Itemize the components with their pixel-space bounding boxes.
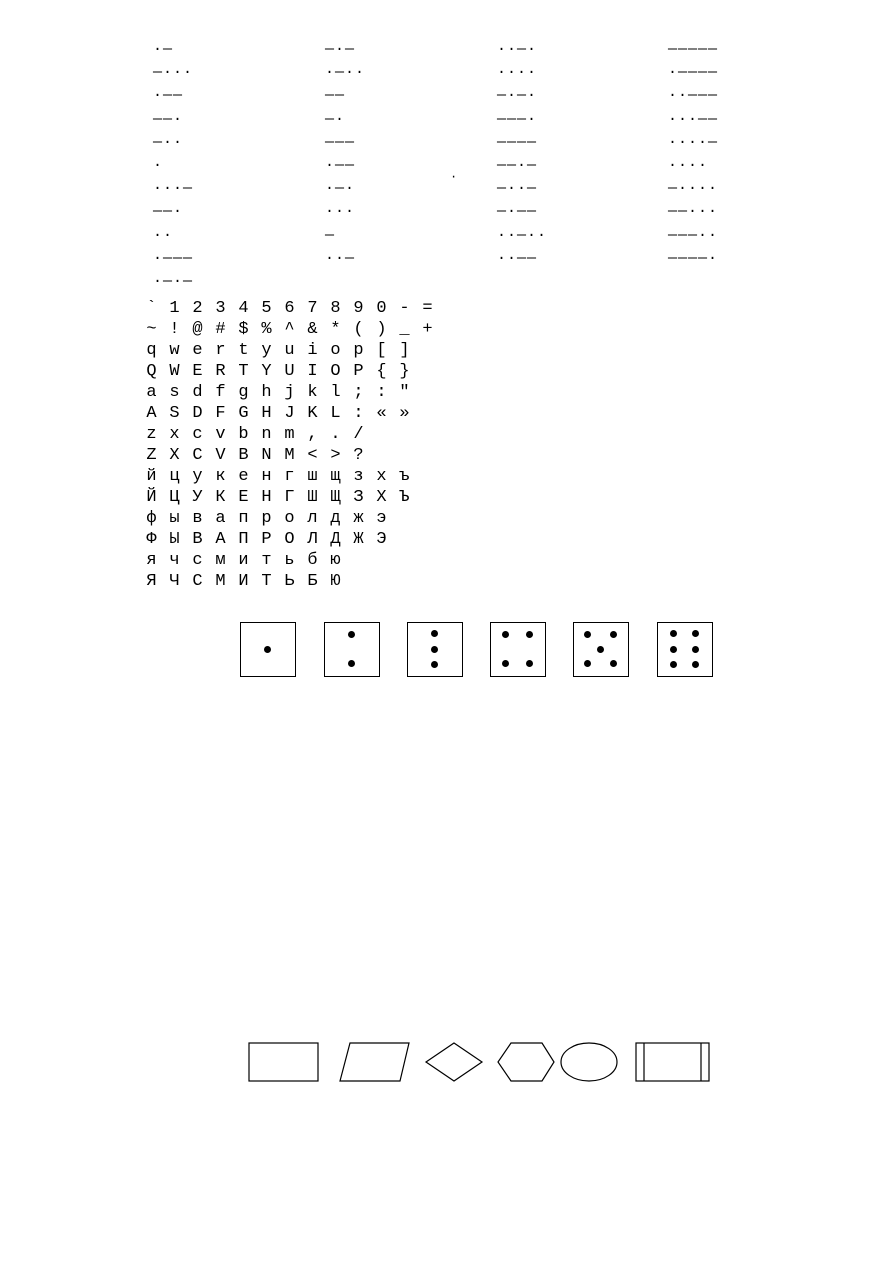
keyboard-character: i	[307, 341, 318, 360]
keyboard-character: д	[330, 509, 341, 528]
keyboard-character: Ы	[169, 530, 180, 549]
keyboard-character: К	[215, 488, 226, 507]
keyboard-character: r	[215, 341, 226, 360]
keyboard-character: 1	[169, 299, 180, 318]
morse-code-col4-6: ····	[668, 156, 709, 174]
keyboard-character: B	[238, 446, 249, 465]
keyboard-character: j	[284, 383, 295, 402]
keyboard-character: В	[192, 530, 203, 549]
keyboard-character: t	[238, 341, 249, 360]
keyboard-character: н	[261, 467, 272, 486]
keyboard-character: Ч	[169, 572, 180, 591]
morse-code-col3-7: —··—	[497, 180, 538, 198]
morse-code-col1-8: ——·	[153, 203, 184, 221]
keyboard-character: М	[215, 572, 226, 591]
morse-code-col2-5: ———	[325, 133, 356, 151]
keyboard-character: q	[146, 341, 157, 360]
morse-code-col3-2: ····	[497, 64, 538, 82]
keyboard-character: Ж	[353, 530, 364, 549]
keyboard-character: g	[238, 383, 249, 402]
keyboard-character: <	[307, 446, 318, 465]
keyboard-character: З	[353, 488, 364, 507]
keyboard-character: W	[169, 362, 180, 381]
keyboard-character: ц	[169, 467, 180, 486]
morse-code-col1-4: ——·	[153, 110, 184, 128]
keyboard-character: x	[169, 425, 180, 444]
morse-code-col4-10: ————·	[668, 249, 719, 267]
keyboard-character: &	[307, 320, 318, 339]
keyboard-character: а	[215, 509, 226, 528]
morse-code-col1-3: ·——	[153, 87, 184, 105]
keyboard-character: А	[215, 530, 226, 549]
keyboard-character: R	[215, 362, 226, 381]
keyboard-character: с	[192, 551, 203, 570]
keyboard-character: !	[169, 320, 180, 339]
keyboard-character: c	[192, 425, 203, 444]
keyboard-character: 3	[215, 299, 226, 318]
morse-code-col2-4: —·	[325, 110, 346, 128]
keyboard-character: )	[376, 320, 387, 339]
keyboard-character: Ь	[284, 572, 295, 591]
terminator-ellipse-shape	[561, 1043, 617, 1081]
keyboard-character: v	[215, 425, 226, 444]
morse-code-col4-9: ———··	[668, 226, 719, 244]
keyboard-character: L	[330, 404, 341, 423]
keyboard-character: e	[192, 341, 203, 360]
keyboard-character: s	[169, 383, 180, 402]
keyboard-character: P	[353, 362, 364, 381]
keyboard-character: ,	[307, 425, 318, 444]
morse-code-col4-7: —····	[668, 180, 719, 198]
keyboard-character: S	[169, 404, 180, 423]
keyboard-character: "	[399, 383, 410, 402]
morse-code-col1-1: ·—	[153, 41, 174, 58]
keyboard-character: D	[192, 404, 203, 423]
morse-code-col3-5: ————	[497, 133, 538, 151]
keyboard-character: и	[238, 551, 249, 570]
morse-code-col2-7: ·—·	[325, 180, 356, 198]
keyboard-character: м	[215, 551, 226, 570]
keyboard-character: :	[376, 383, 387, 402]
keyboard-character: >	[330, 446, 341, 465]
morse-code-col3-4: ———·	[497, 110, 538, 128]
morse-code-col3-10: ··——	[497, 249, 538, 267]
morse-code-col2-9: —	[325, 226, 336, 244]
stray-dot: ·	[450, 170, 458, 184]
keyboard-character: `	[146, 299, 157, 318]
keyboard-character: $	[238, 320, 249, 339]
keyboard-character: X	[169, 446, 180, 465]
morse-code-col1-9: ··	[153, 226, 174, 244]
keyboard-character: m	[284, 425, 295, 444]
keyboard-character: »	[399, 404, 410, 423]
keyboard-character: C	[192, 446, 203, 465]
keyboard-character: K	[307, 404, 318, 423]
keyboard-character: р	[261, 509, 272, 528]
keyboard-character: 5	[261, 299, 272, 318]
keyboard-character: Г	[284, 488, 295, 507]
morse-code-col4-4: ···——	[668, 110, 719, 128]
keyboard-character: ш	[307, 467, 318, 486]
keyboard-character: Ю	[330, 572, 341, 591]
keyboard-character: ь	[284, 551, 295, 570]
keyboard-character: A	[146, 404, 157, 423]
morse-code-col4-3: ··———	[668, 87, 719, 105]
keyboard-character: Б	[307, 572, 318, 591]
morse-code-col3-8: —·——	[497, 203, 538, 221]
keyboard-character: п	[238, 509, 249, 528]
morse-code-col3-6: ——·—	[497, 156, 538, 174]
keyboard-character: ч	[169, 551, 180, 570]
morse-code-col3-1: ··—·	[497, 41, 538, 58]
morse-code-col4-2: ·————	[668, 64, 719, 82]
keyboard-character: [	[376, 341, 387, 360]
keyboard-character: Ф	[146, 530, 157, 549]
morse-code-col2-6: ·——	[325, 156, 356, 174]
keyboard-character: J	[284, 404, 295, 423]
keyboard-character: Т	[261, 572, 272, 591]
keyboard-character: G	[238, 404, 249, 423]
keyboard-character: U	[284, 362, 295, 381]
morse-code-col1-6: ·	[153, 156, 164, 174]
keyboard-character: ?	[353, 446, 364, 465]
keyboard-character: У	[192, 488, 203, 507]
keyboard-character: Ц	[169, 488, 180, 507]
keyboard-character: (	[353, 320, 364, 339]
keyboard-character: z	[146, 425, 157, 444]
keyboard-character: /	[353, 425, 364, 444]
keyboard-character: p	[353, 341, 364, 360]
predefined-process-shape	[636, 1043, 709, 1081]
keyboard-character: k	[307, 383, 318, 402]
keyboard-character: ю	[330, 551, 341, 570]
keyboard-character: Д	[330, 530, 341, 549]
morse-code-col4-5: ····—	[668, 133, 719, 151]
morse-code-col1-2: —···	[153, 64, 194, 82]
keyboard-character: w	[169, 341, 180, 360]
keyboard-character: 7	[307, 299, 318, 318]
keyboard-character: T	[238, 362, 249, 381]
keyboard-character: 0	[376, 299, 387, 318]
keyboard-character: n	[261, 425, 272, 444]
morse-code-col4-8: ——···	[668, 203, 719, 221]
keyboard-character: Q	[146, 362, 157, 381]
keyboard-character: 8	[330, 299, 341, 318]
preparation-hexagon-shape	[498, 1043, 554, 1081]
keyboard-character: Л	[307, 530, 318, 549]
keyboard-character: y	[261, 341, 272, 360]
keyboard-character: Э	[376, 530, 387, 549]
keyboard-character: л	[307, 509, 318, 528]
keyboard-character: в	[192, 509, 203, 528]
keyboard-character: :	[353, 404, 364, 423]
morse-code-col1-11: ·—·—	[153, 272, 194, 290]
keyboard-character: з	[353, 467, 364, 486]
morse-code-col1-10: ·———	[153, 249, 194, 267]
keyboard-character: Z	[146, 446, 157, 465]
keyboard-character: ^	[284, 320, 295, 339]
keyboard-character: ]	[399, 341, 410, 360]
keyboard-character: u	[284, 341, 295, 360]
keyboard-character: Е	[238, 488, 249, 507]
keyboard-character: Й	[146, 488, 157, 507]
keyboard-character: И	[238, 572, 249, 591]
keyboard-character: @	[192, 320, 203, 339]
keyboard-character: *	[330, 320, 341, 339]
keyboard-character: э	[376, 509, 387, 528]
keyboard-character: у	[192, 467, 203, 486]
morse-code-col2-1: —·—	[325, 41, 356, 58]
keyboard-character: f	[215, 383, 226, 402]
keyboard-character: Y	[261, 362, 272, 381]
keyboard-character: б	[307, 551, 318, 570]
keyboard-character: й	[146, 467, 157, 486]
morse-code-col4-1: —————	[668, 41, 719, 58]
keyboard-character: %	[261, 320, 272, 339]
morse-code-col2-8: ···	[325, 203, 356, 221]
keyboard-character: ф	[146, 509, 157, 528]
keyboard-character: V	[215, 446, 226, 465]
keyboard-character: .	[330, 425, 341, 444]
keyboard-character: #	[215, 320, 226, 339]
keyboard-character: b	[238, 425, 249, 444]
morse-code-col2-3: ——	[325, 87, 346, 105]
morse-code-col2-2: ·—··	[325, 64, 366, 82]
keyboard-character: Ъ	[399, 488, 410, 507]
keyboard-character: {	[376, 362, 387, 381]
keyboard-character: ж	[353, 509, 364, 528]
keyboard-character: Н	[261, 488, 272, 507]
morse-code-col2-10: ··—	[325, 249, 356, 267]
keyboard-character: ~	[146, 320, 157, 339]
keyboard-character: H	[261, 404, 272, 423]
keyboard-character: M	[284, 446, 295, 465]
keyboard-character: Я	[146, 572, 157, 591]
keyboard-character: о	[284, 509, 295, 528]
keyboard-character: С	[192, 572, 203, 591]
keyboard-character: П	[238, 530, 249, 549]
keyboard-character: _	[399, 320, 410, 339]
keyboard-character: -	[399, 299, 410, 318]
decision-diamond-shape	[426, 1043, 482, 1081]
keyboard-character: е	[238, 467, 249, 486]
keyboard-character: E	[192, 362, 203, 381]
keyboard-character: Щ	[330, 488, 341, 507]
keyboard-character: F	[215, 404, 226, 423]
morse-code-col1-7: ···—	[153, 180, 194, 198]
keyboard-character: х	[376, 467, 387, 486]
keyboard-character: к	[215, 467, 226, 486]
keyboard-character: O	[330, 362, 341, 381]
keyboard-character: Х	[376, 488, 387, 507]
io-parallelogram-shape	[340, 1043, 409, 1081]
keyboard-character: d	[192, 383, 203, 402]
keyboard-character: =	[422, 299, 433, 318]
keyboard-character: 2	[192, 299, 203, 318]
keyboard-character: Р	[261, 530, 272, 549]
keyboard-character: «	[376, 404, 387, 423]
keyboard-character: l	[330, 383, 341, 402]
keyboard-character: т	[261, 551, 272, 570]
keyboard-character: О	[284, 530, 295, 549]
keyboard-character: o	[330, 341, 341, 360]
keyboard-character: г	[284, 467, 295, 486]
process-rectangle-shape	[249, 1043, 318, 1081]
keyboard-character: ;	[353, 383, 364, 402]
keyboard-character: я	[146, 551, 157, 570]
keyboard-character: 6	[284, 299, 295, 318]
morse-code-col3-9: ··—··	[497, 226, 548, 244]
morse-code-col3-3: —·—·	[497, 87, 538, 105]
keyboard-character: ы	[169, 509, 180, 528]
keyboard-character: ъ	[399, 467, 410, 486]
keyboard-character: 4	[238, 299, 249, 318]
keyboard-character: Ш	[307, 488, 318, 507]
keyboard-character: щ	[330, 467, 341, 486]
keyboard-character: h	[261, 383, 272, 402]
keyboard-character: N	[261, 446, 272, 465]
keyboard-character: }	[399, 362, 410, 381]
keyboard-character: 9	[353, 299, 364, 318]
keyboard-character: I	[307, 362, 318, 381]
keyboard-character: a	[146, 383, 157, 402]
keyboard-character: +	[422, 320, 433, 339]
morse-code-col1-5: —··	[153, 133, 184, 151]
